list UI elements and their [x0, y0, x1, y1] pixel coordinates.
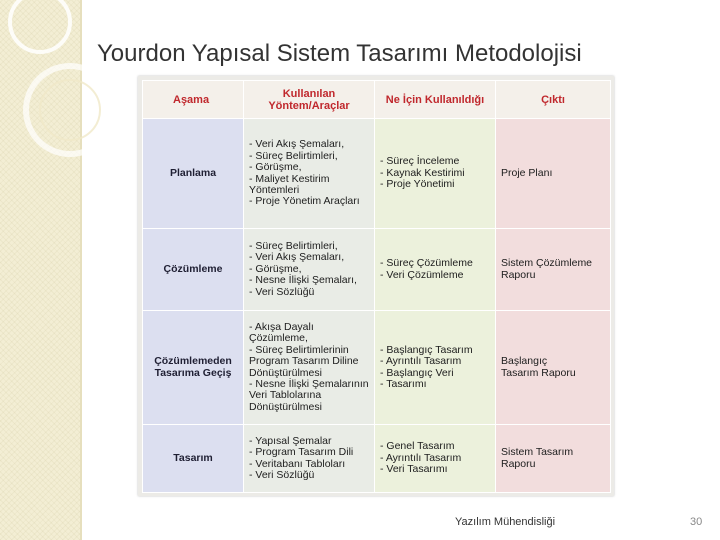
methods-line: Program Tasarım Diline [249, 355, 359, 368]
methods-line: - Veritabanı Tabloları [249, 457, 346, 470]
output-line: Raporu [501, 268, 536, 281]
header-methods-line1: Kullanılan [282, 87, 336, 100]
methods-line: - Süreç Belirtimleri, [249, 149, 338, 162]
footer-course-name: Yazılım Mühendisliği [455, 516, 556, 528]
header-why: Ne İçin Kullanıldığı [375, 81, 496, 119]
methods-line: Dönüştürülmesi [249, 366, 322, 379]
why-line: - Tasarımı [380, 377, 427, 390]
why-line: - Ayrıntılı Tasarım [380, 355, 462, 368]
output-line: Tasarım Raporu [501, 366, 576, 379]
header-output: Çıktı [496, 81, 611, 119]
methods-line: - Nesne İlişki Şemaları, [249, 274, 357, 287]
output-cell [496, 229, 611, 311]
methods-cell [244, 229, 375, 311]
why-line: - Veri Çözümleme [380, 268, 464, 281]
why-cell [375, 229, 496, 311]
why-line: - Veri Tasarımı [380, 463, 448, 476]
why-line: - Ayrıntılı Tasarım [380, 451, 462, 464]
methods-line: - Süreç Belirtimleri, [249, 239, 338, 252]
why-line: - Proje Yönetimi [380, 178, 455, 191]
table-row [143, 229, 611, 311]
decorative-side-strip [0, 0, 80, 540]
methods-cell [244, 311, 375, 425]
why-cell [375, 425, 496, 493]
why-line: - Süreç Çözümleme [380, 257, 473, 270]
methods-line: - Veri Sözlüğü [249, 285, 315, 298]
methods-line: - Maliyet Kestirim [249, 172, 330, 185]
why-cell [375, 311, 496, 425]
methods-line: - Görüşme, [249, 262, 302, 275]
methods-line: - Veri Sözlüğü [249, 468, 315, 481]
output-line: Raporu [501, 457, 536, 470]
page-number: 30 [690, 516, 703, 528]
methods-cell [244, 425, 375, 493]
methods-line: Veri Tablolarına [249, 389, 322, 402]
methods-line: Çözümleme, [249, 332, 308, 345]
methods-line: - Görüşme, [249, 161, 302, 174]
table-row [143, 425, 611, 493]
header-phase: Aşama [143, 81, 244, 119]
output-cell [496, 311, 611, 425]
methods-line: - Veri Akış Şemaları, [249, 251, 345, 264]
header-methods [244, 81, 375, 119]
methods-line: Dönüştürülmesi [249, 400, 322, 413]
why-line: - Süreç İnceleme [380, 155, 460, 168]
methods-line: - Akışa Dayalı [249, 320, 314, 333]
output-cell [496, 425, 611, 493]
methods-cell [244, 119, 375, 229]
methodology-table [142, 80, 611, 493]
methods-line: - Nesne İlişki Şemalarının [249, 377, 369, 390]
methods-line: - Süreç Belirtimlerinin [249, 343, 349, 356]
why-line: - Başlangıç Tasarım [380, 343, 473, 356]
why-cell [375, 119, 496, 229]
methods-line: - Yapısal Şemalar [249, 434, 332, 447]
phase-cell: Planlama [143, 119, 244, 229]
methodology-table-image [138, 76, 614, 496]
methods-line: - Program Tasarım Dili [249, 446, 354, 459]
phase-cell: Çözümleme [143, 229, 244, 311]
phase-cell [143, 311, 244, 425]
slide-title: Yourdon Yapısal Sistem Tasarımı Metodolojisi [97, 40, 582, 67]
table-header-row [143, 81, 611, 119]
output-line: Sistem Tasarım [501, 446, 574, 459]
table-row [143, 311, 611, 425]
methods-line: - Proje Yönetim Araçları [249, 195, 360, 208]
output-line: Sistem Çözümleme [501, 257, 593, 270]
why-line: - Genel Tasarım [380, 440, 455, 453]
output-cell [496, 119, 611, 229]
why-line: - Kaynak Kestirimi [380, 166, 465, 179]
header-methods-line2: Yöntem/Araçlar [268, 99, 350, 112]
methods-line: - Veri Akış Şemaları, [249, 138, 345, 151]
phase-line: Çözümlemeden [154, 355, 232, 368]
methods-line: Yöntemleri [249, 183, 300, 196]
phase-line: Tasarıma Geçiş [154, 366, 232, 379]
output-line: Proje Planı [501, 166, 553, 179]
output-line: Başlangıç [501, 355, 548, 368]
phase-cell: Tasarım [143, 425, 244, 493]
side-strip-edge [80, 0, 82, 540]
table-row [143, 119, 611, 229]
why-line: - Başlangıç Veri [380, 366, 454, 379]
